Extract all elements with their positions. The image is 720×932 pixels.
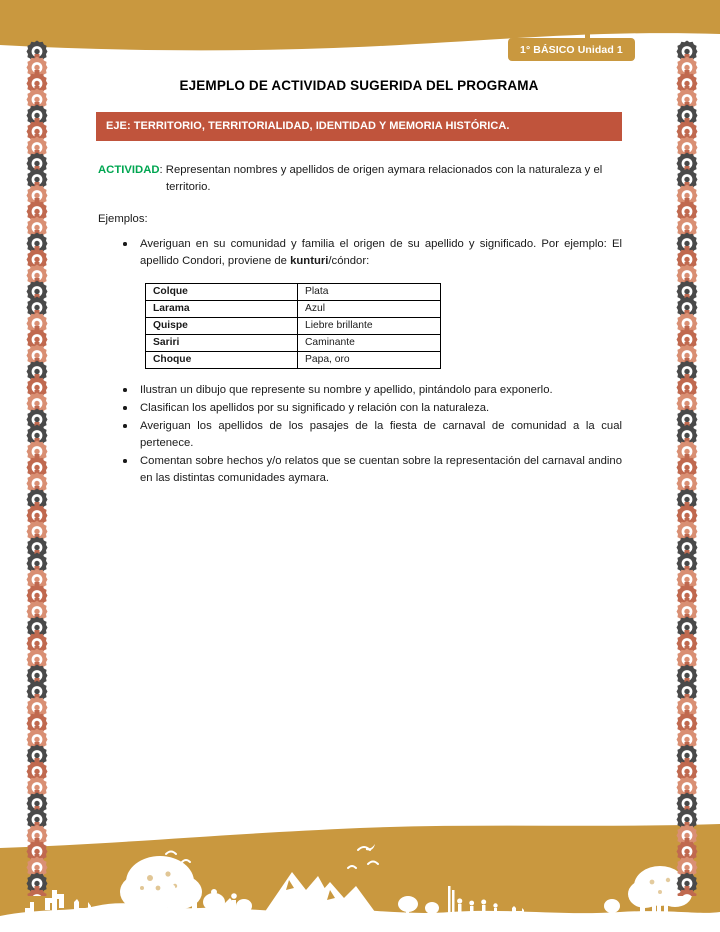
- table-cell-term: Sariri: [146, 335, 298, 352]
- examples-label: Ejemplos:: [98, 213, 148, 226]
- list-item: Comentan sobre hechos y/o relatos que se cuentan sobre la representación del carnaval andino en las distintas comunidades aymara.: [96, 453, 622, 487]
- activity-text: : Representan nombres y apellidos de origen aymara relacionados con la naturaleza y el: [159, 164, 603, 176]
- table-row: [146, 352, 441, 369]
- table-cell-term: Quispe: [146, 318, 298, 335]
- bullet-text-part1: Averiguan en su comunidad y familia el origen de su apellido y significado. Por ejemplo: El apellido Condori, proviene de: [140, 238, 622, 268]
- activity-text-continuation: territorio.: [166, 180, 211, 193]
- table-cell-term: Choque: [146, 352, 298, 369]
- table-row: [146, 335, 441, 352]
- table-cell-meaning: Liebre brillante: [298, 318, 441, 335]
- bullet-list-after-table: [96, 382, 622, 487]
- table-cell-term: Colque: [146, 284, 298, 301]
- activity-statement: [96, 162, 622, 195]
- list-item: [96, 236, 622, 270]
- bullet-text-part2: /cóndor:: [328, 255, 370, 268]
- table-cell-meaning: Caminante: [298, 335, 441, 352]
- table-row: [146, 284, 441, 301]
- table-cell-term: Larama: [146, 301, 298, 318]
- table-cell-meaning: Papa, oro: [298, 352, 441, 369]
- table-row: [146, 301, 441, 318]
- aymara-surnames-table: [145, 283, 441, 369]
- list-item: Ilustran un dibujo que represente su nombre y apellido, pintándolo para exponerlo.: [96, 382, 622, 399]
- unit-badge: 1° BÁSICO Unidad 1: [508, 38, 635, 61]
- table-cell-meaning: Azul: [298, 301, 441, 318]
- document-content: [96, 78, 622, 488]
- page-title: EJEMPLO DE ACTIVIDAD SUGERIDA DEL PROGRAMA: [179, 78, 539, 93]
- list-item: Clasifican los apellidos por su significado y relación con la naturaleza.: [96, 400, 622, 417]
- right-decorative-border: [676, 40, 698, 896]
- list-item: Averiguan los apellidos de los pasajes de la fiesta de carnaval de comunidad a la cual pertenece.: [96, 418, 622, 452]
- bullet-list-before-table: [96, 236, 622, 270]
- eje-banner: EJE: TERRITORIO, TERRITORIALIDAD, IDENTIDAD Y MEMORIA HISTÓRICA.: [96, 112, 622, 141]
- table-cell-meaning: Plata: [298, 284, 441, 301]
- activity-label: ACTIVIDAD: [98, 164, 160, 176]
- left-decorative-border: [26, 40, 48, 896]
- footer-band: [0, 820, 720, 932]
- table-row: [146, 318, 441, 335]
- bullet-text-bold: kunturi: [290, 255, 329, 268]
